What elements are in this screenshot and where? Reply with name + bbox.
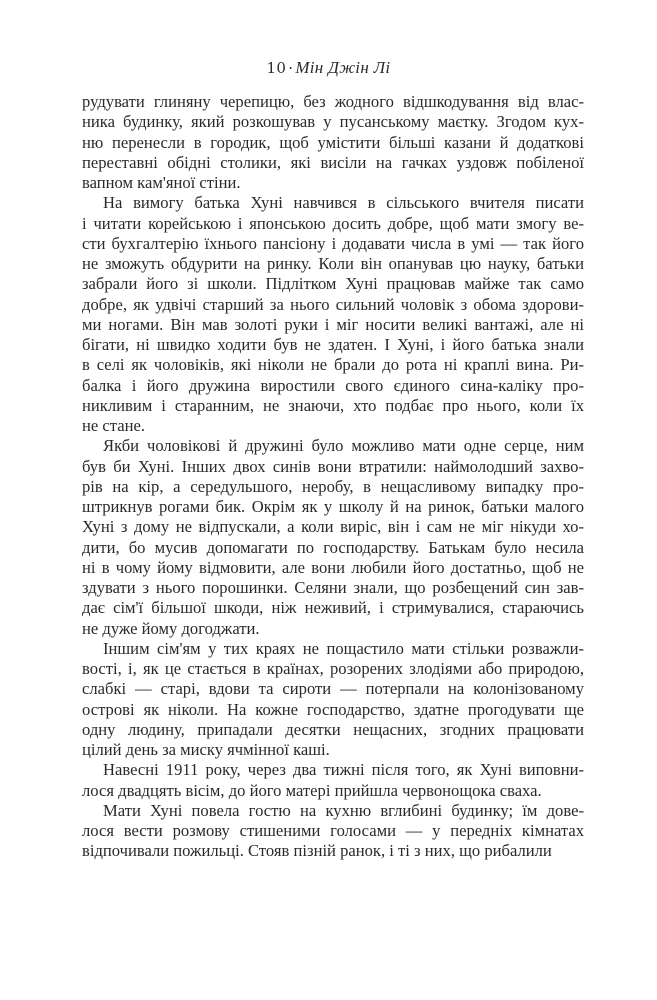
text-line: був би Хуні. Інших двох синів вони втратили: наймолодший захво- [82,456,584,476]
text-line: лося вести розмову стишеними голосами — у передніх кімнатах [82,821,584,840]
text-line: вості, і, як це стається в країнах, розорених злодіями або природою, [82,659,584,678]
text-line: ню перенесли в городик, щоб умістити більші казани й додаткові [82,132,584,152]
text-line: дає сім'ї більшої шкоди, ніж неживий, і стримувалися, стараючись [82,598,584,618]
text-line: не стане. [82,416,145,435]
text-line: лося двадцять вісім, до його матері прийшла червонощока сваха. [82,780,542,800]
text-line: бігати, ні швидко ходити був не здатен. І Хуні, і його батька знали [82,335,584,354]
text-line: Хуні з дому не відпускали, а коли виріс, він і сам не міг нікуди хо- [82,517,584,537]
text-line: ника будинку, який розкошував у пусанському маєтку. Згодом кух- [82,112,584,132]
text-line: никливим і старанним, не знаючи, хто подбає про нього, коли їх [82,395,584,415]
text-line: добре, як удвічі старший за нього сильний чоловік з обома здорови- [82,294,584,314]
text-line: цілий день за миску ячмінної каші. [82,740,330,759]
text-line: забрали його зі школи. Підлітком Хуні працював майже так само [82,274,584,294]
text-line: ні в чому йому відмовити, але вони любили його достатньо, щоб не [82,557,584,577]
text-line: дити, бо мусив допомагати по господарству. Батькам було несила [82,537,584,557]
text-line: Іншим сім'ям у тих краях не пощастило мати стільки розважли- [103,638,584,658]
text-line: Навесні 1911 року, через два тижні після того, як Хуні виповни- [103,760,584,780]
text-line: рів на кір, а середульшого, неробу, в нещасливому випадку про- [82,476,584,496]
text-line: вапном кам'яної стіни. [82,173,241,192]
text-line: рудувати глиняну черепицю, без жодного відшкодування від влас- [82,92,584,111]
text-line: не дуже йому догоджати. [82,618,260,638]
paragraph [82,801,584,862]
text-line: в селі як чоловіків, які ніколи не брали до рота ні краплі вина. Ри- [82,355,584,375]
text-line: штрикнув рогами бик. Окрім як у школу й на ринок, батьки малого [82,497,584,516]
paragraph [82,193,584,436]
paragraph [82,92,584,193]
text-line: острові як ніколи. На кожне господарство, здатне прогодувати ще [82,699,584,719]
text-line: не зможуть обдурити на ринку. Коли він опанував цю науку, батьки [82,254,584,273]
text-line: ми ногами. Він мав золоті руки і міг носити великі вантажі, але ні [82,314,584,334]
text-line: Якби чоловікові й дружині було можливо мати одне серце, ним [103,436,584,456]
text-line: сти бухгалтерію їхнього пансіону і додавати числа в умі — так його [82,233,584,253]
author-name: Мін Джін Лі [295,58,391,77]
running-head [0,58,657,78]
text-line: і читати корейською і японською досить добре, щоб мати змогу ве- [82,213,584,233]
text-line: одну людину, припадали десятки нещасних, згодних працювати [82,719,584,739]
paragraph [82,760,584,801]
text-line: слабкі — старі, вдови та сироти — потерпали на колонізованому [82,679,584,699]
text-line: здувати з нього порошинки. Селяни знали, що розбещений син зав- [82,578,584,597]
page-number: 10 [266,59,287,77]
body-text [82,92,584,862]
text-line: балка і його дружина виростили свого єдиного сина-каліку про- [82,375,584,395]
text-line: Мати Хуні повела гостю на кухню вглибині будинку; їм дове- [103,800,584,820]
text-line: переставні обідні столики, які висіли на гачках уздовж побіленої [82,152,584,172]
paragraph [82,639,584,761]
text-line: відпочивали пожильці. Стояв пізній ранок, і ті з них, що рибалили [82,841,552,861]
paragraph [82,436,584,639]
text-line: На вимогу батька Хуні навчився в сільського вчителя писати [103,193,584,213]
separator: · [288,59,294,77]
